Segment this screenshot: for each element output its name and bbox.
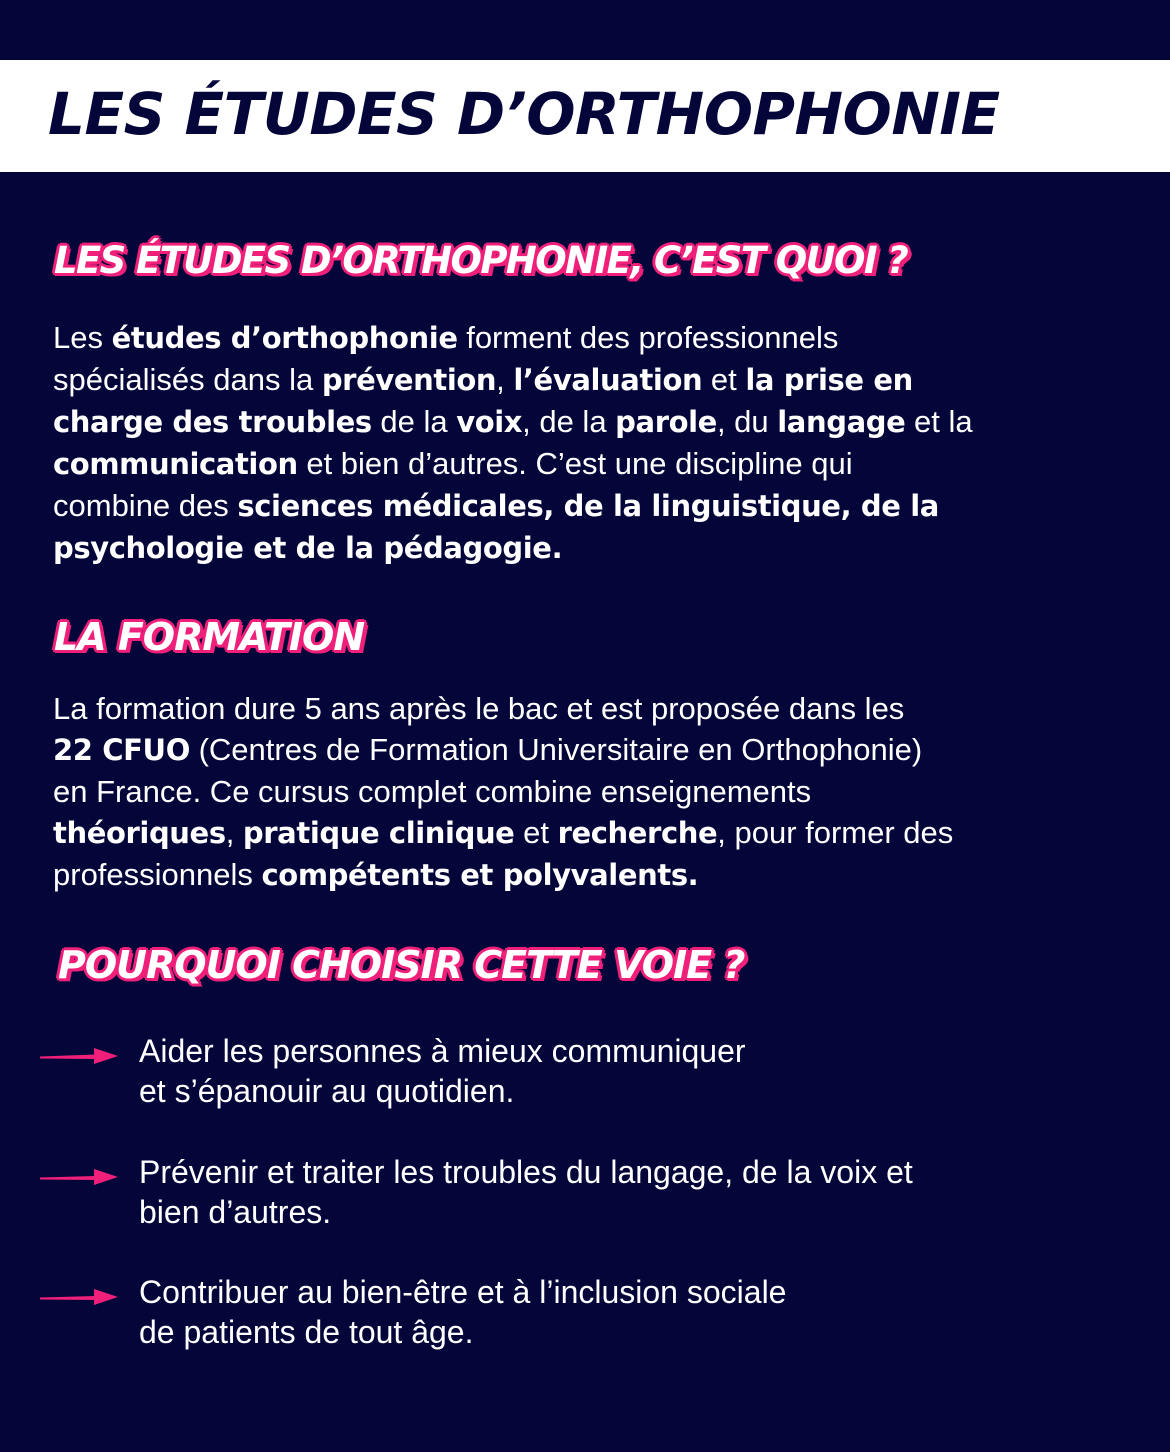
bold-text: charge des troubles bbox=[53, 405, 372, 439]
bold-text: la prise en bbox=[745, 363, 913, 397]
intro-paragraph bbox=[53, 317, 973, 569]
paragraph-line bbox=[53, 771, 953, 812]
text: et bbox=[514, 815, 558, 850]
bold-text: psychologie et de la pédagogie. bbox=[53, 531, 563, 565]
text: et la bbox=[905, 404, 973, 439]
text: professionnels bbox=[53, 857, 262, 892]
arrow-right-icon bbox=[40, 1166, 120, 1188]
section-title-pourquoi: POURQUOI CHOISIR CETTE VOIE ? bbox=[58, 943, 745, 987]
bold-text: théoriques bbox=[53, 816, 226, 850]
paragraph-line bbox=[53, 401, 973, 443]
bold-text: communication bbox=[53, 447, 298, 481]
bold-text: recherche bbox=[557, 816, 718, 850]
text: spécialisés dans la bbox=[53, 362, 322, 397]
paragraph-line bbox=[53, 854, 953, 896]
list-item bbox=[40, 1272, 1140, 1362]
paragraph-line bbox=[53, 443, 973, 485]
bullet-text: Prévenir et traiter les troubles du langage, de la voix et bien d’autres. bbox=[139, 1154, 913, 1230]
list-item bbox=[40, 1152, 1140, 1242]
paragraph-line bbox=[53, 688, 953, 729]
bold-text: études d’orthophonie bbox=[111, 321, 458, 355]
text: , bbox=[496, 362, 514, 397]
page-title: LES ÉTUDES D’ORTHOPHONIE bbox=[48, 80, 1000, 148]
text: La formation dure 5 ans après le bac et est proposée dans les bbox=[53, 691, 905, 726]
bold-text: parole bbox=[615, 405, 717, 439]
text: (Centres de Formation Universitaire en Orthophonie) bbox=[189, 732, 923, 767]
paragraph-line bbox=[53, 729, 953, 771]
bullet-text: Contribuer au bien-être et à l’inclusion sociale de patients de tout âge. bbox=[139, 1274, 787, 1350]
text: et bien d’autres. C’est une discipline qui bbox=[297, 446, 853, 481]
bold-text: l’évaluation bbox=[513, 363, 703, 397]
bold-text: langage bbox=[777, 405, 906, 439]
text: et bbox=[702, 362, 746, 397]
section-title-intro: LES ÉTUDES D’ORTHOPHONIE, C’EST QUOI ? bbox=[54, 239, 908, 282]
list-item bbox=[40, 1031, 1140, 1121]
text: en France. Ce cursus complet combine enseignements bbox=[53, 774, 812, 809]
bold-text: pratique clinique bbox=[242, 816, 515, 850]
text: , pour former des bbox=[717, 815, 954, 850]
bold-text: 22 CFUO bbox=[53, 733, 190, 767]
paragraph-line bbox=[53, 812, 953, 854]
text: , du bbox=[716, 404, 778, 439]
text: , de la bbox=[522, 404, 616, 439]
bold-text: compétents et polyvalents. bbox=[261, 858, 699, 892]
text: Les bbox=[53, 320, 112, 355]
formation-paragraph bbox=[53, 688, 953, 896]
section-title-formation: LA FORMATION bbox=[54, 615, 365, 659]
paragraph-line bbox=[53, 485, 973, 527]
bold-text: prévention bbox=[321, 363, 497, 397]
paragraph-line bbox=[53, 317, 973, 359]
text: forment des professionnels bbox=[457, 320, 839, 355]
bullet-text: Aider les personnes à mieux communiquer et s’épanouir au quotidien. bbox=[139, 1033, 746, 1109]
text: combine des bbox=[53, 488, 238, 523]
text: de la bbox=[371, 404, 457, 439]
arrow-right-icon bbox=[40, 1045, 120, 1067]
paragraph-line bbox=[53, 527, 973, 569]
bold-text: sciences médicales, de la linguistique, de la bbox=[237, 489, 939, 523]
arrow-right-icon bbox=[40, 1286, 120, 1308]
text: , bbox=[225, 815, 243, 850]
paragraph-line bbox=[53, 359, 973, 401]
bold-text: voix bbox=[456, 405, 523, 439]
